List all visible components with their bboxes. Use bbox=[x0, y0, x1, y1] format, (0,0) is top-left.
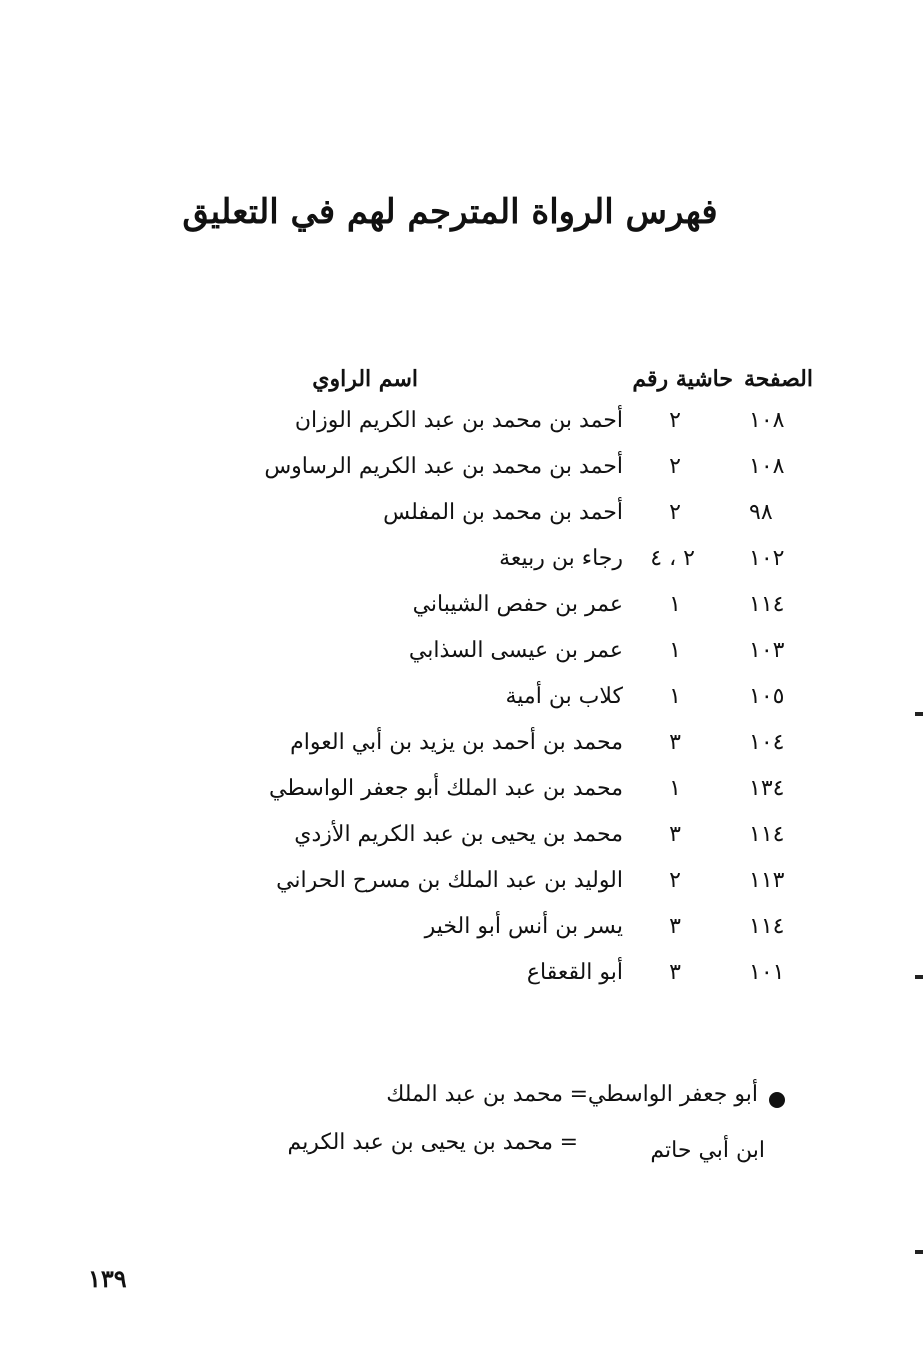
row-name: أحمد بن محمد بن عبد الكريم الرساوس bbox=[264, 454, 623, 479]
row-page: ١٠٨ bbox=[749, 454, 785, 479]
row-name: كلاب بن أمية bbox=[505, 684, 623, 709]
row-footnote: ١ bbox=[669, 684, 681, 709]
row-page: ١٠١ bbox=[749, 960, 785, 985]
table-row bbox=[0, 408, 923, 454]
table-header bbox=[0, 366, 923, 400]
page-number: ١٣٩ bbox=[88, 1264, 127, 1293]
row-footnote: ٢ ، ٤ bbox=[650, 546, 695, 571]
row-name: أحمد بن محمد بن عبد الكريم الوزان bbox=[294, 408, 623, 433]
row-footnote: ٣ bbox=[669, 730, 681, 755]
table-row bbox=[0, 592, 923, 638]
note-alias: ابن أبي حاتم bbox=[650, 1138, 765, 1163]
row-footnote: ١ bbox=[669, 638, 681, 663]
page-title: فهرس الرواة المترجم لهم في التعليق bbox=[182, 192, 718, 232]
row-name: محمد بن عبد الملك أبو جعفر الواسطي bbox=[269, 776, 623, 801]
row-name: محمد بن يحيى بن عبد الكريم الأزدي bbox=[294, 822, 623, 847]
bullet-icon bbox=[769, 1092, 785, 1108]
note-equals: = bbox=[569, 1082, 588, 1107]
row-page: ١٠٤ bbox=[749, 730, 785, 755]
row-name: أبو القعقاع bbox=[526, 960, 623, 985]
note-line bbox=[0, 1130, 923, 1178]
row-footnote: ٣ bbox=[669, 914, 681, 939]
table-row bbox=[0, 546, 923, 592]
row-page: ١١٣ bbox=[749, 868, 785, 893]
row-page: ١١٤ bbox=[749, 914, 785, 939]
note-full-name: محمد بن عبد الملك bbox=[386, 1082, 563, 1107]
narrator-index-table bbox=[0, 408, 923, 1006]
row-footnote: ٢ bbox=[669, 408, 681, 433]
row-name: عمر بن عيسى السذابي bbox=[408, 638, 623, 663]
header-narrator-name: اسم الراوي bbox=[312, 366, 418, 392]
row-footnote: ١ bbox=[669, 592, 681, 617]
row-page: ١٠٨ bbox=[749, 408, 785, 433]
table-row bbox=[0, 868, 923, 914]
row-page: ١٠٥ bbox=[749, 684, 785, 709]
note-full-name: محمد بن يحيى بن عبد الكريم bbox=[287, 1130, 553, 1155]
row-name: رجاء بن ربيعة bbox=[499, 546, 623, 571]
table-row bbox=[0, 454, 923, 500]
table-row bbox=[0, 638, 923, 684]
row-page: ١٣٤ bbox=[749, 776, 785, 801]
row-name: أحمد بن محمد بن المفلس bbox=[383, 500, 623, 525]
note-equals: = bbox=[559, 1130, 578, 1155]
table-row bbox=[0, 822, 923, 868]
table-row bbox=[0, 730, 923, 776]
row-footnote: ٣ bbox=[669, 822, 681, 847]
table-row bbox=[0, 684, 923, 730]
row-name: محمد بن أحمد بن يزيد بن أبي العوام bbox=[290, 730, 623, 755]
row-footnote: ٢ bbox=[669, 500, 681, 525]
scan-edge-mark bbox=[915, 712, 923, 716]
note-line bbox=[0, 1082, 923, 1130]
table-row bbox=[0, 960, 923, 1006]
table-row bbox=[0, 914, 923, 960]
row-footnote: ٢ bbox=[669, 454, 681, 479]
row-name: الوليد بن عبد الملك بن مسرح الحراني bbox=[276, 868, 623, 893]
header-page: الصفحة bbox=[743, 366, 813, 392]
note-alias: أبو جعفر الواسطي bbox=[587, 1082, 758, 1107]
scan-edge-mark bbox=[915, 975, 923, 979]
scan-edge-mark bbox=[915, 1250, 923, 1254]
row-footnote: ٣ bbox=[669, 960, 681, 985]
table-row bbox=[0, 500, 923, 546]
row-page: ١٠٢ bbox=[749, 546, 785, 571]
row-name: عمر بن حفص الشيباني bbox=[412, 592, 623, 617]
equivalence-notes bbox=[0, 1082, 923, 1178]
row-page: ١١٤ bbox=[749, 822, 785, 847]
row-page: ١١٤ bbox=[749, 592, 785, 617]
row-name: يسر بن أنس أبو الخير bbox=[424, 914, 623, 939]
table-row bbox=[0, 776, 923, 822]
row-footnote: ٢ bbox=[669, 868, 681, 893]
row-page: ١٠٣ bbox=[749, 638, 785, 663]
row-page: ٩٨ bbox=[749, 500, 773, 525]
row-footnote: ١ bbox=[669, 776, 681, 801]
header-footnote-number: حاشية رقم bbox=[632, 366, 733, 392]
